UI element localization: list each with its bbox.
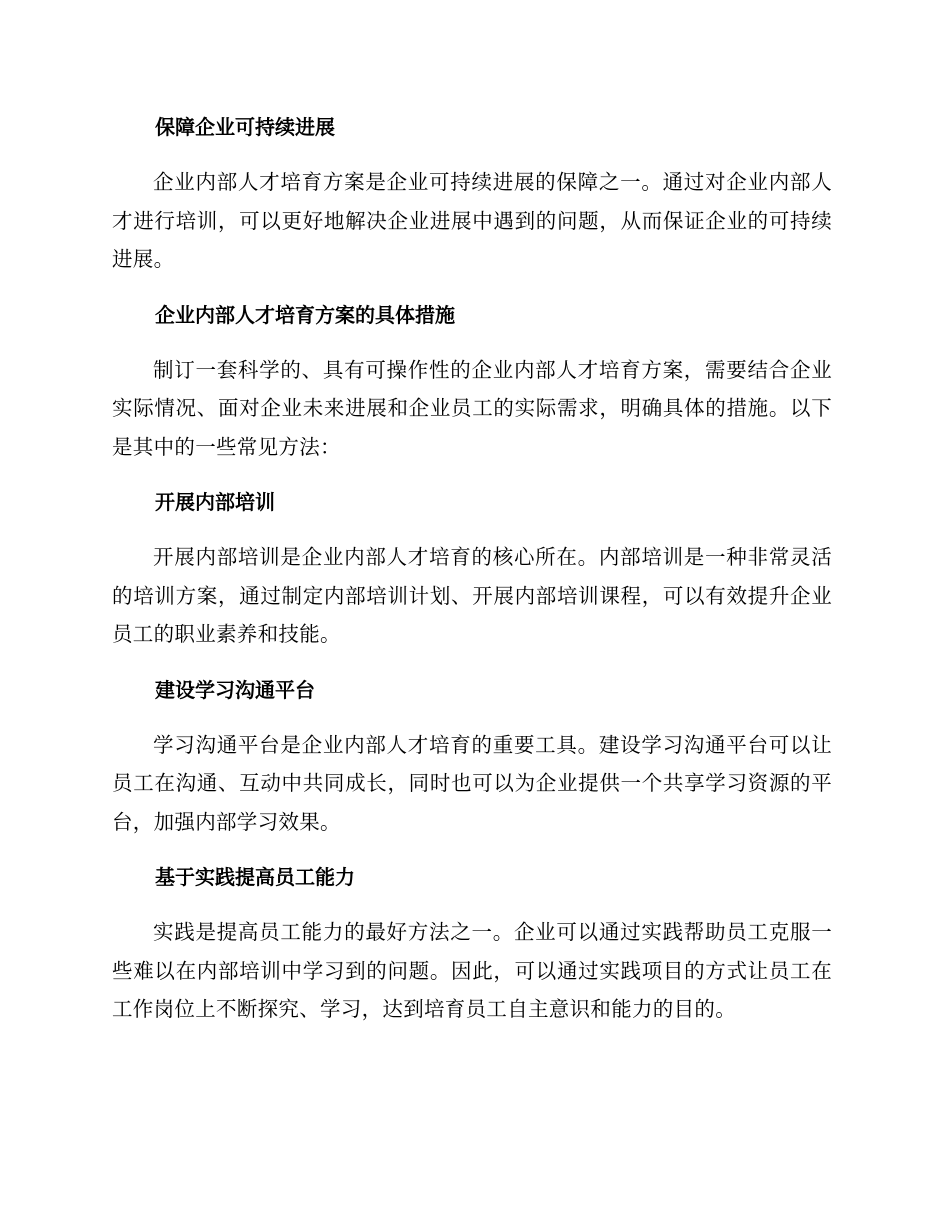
section-paragraph: 学习沟通平台是企业内部人才培育的重要工具。建设学习沟通平台可以让员工在沟通、互动中共同成长，同时也可以为企业提供一个共享学习资源的平台，加强内部学习效果。 bbox=[112, 732, 832, 834]
section-heading: 保障企业可持续进展 bbox=[155, 115, 335, 139]
document-body bbox=[112, 108, 832, 1046]
section-heading: 基于实践提高员工能力 bbox=[155, 865, 355, 889]
section-paragraph: 企业内部人才培育方案是企业可持续进展的保障之一。通过对企业内部人才进行培训，可以更好地解决企业进展中遇到的问题，从而保证企业的可持续进展。 bbox=[112, 170, 832, 271]
section-heading: 企业内部人才培育方案的具体措施 bbox=[155, 302, 455, 327]
section-heading: 开展内部培训 bbox=[155, 490, 275, 514]
section-paragraph: 开展内部培训是企业内部人才培育的核心所在。内部培训是一种非常灵活的培训方案，通过制定内部培训计划、开展内部培训课程，可以有效提升企业员工的职业素养和技能。 bbox=[112, 545, 832, 646]
section-paragraph: 制订一套科学的、具有可操作性的企业内部人才培育方案，需要结合企业实际情况、面对企业未来进展和企业员工的实际需求，明确具体的措施。以下是其中的一些常见方法： bbox=[112, 357, 832, 459]
section-heading: 建设学习沟通平台 bbox=[155, 677, 315, 702]
section-paragraph: 实践是提高员工能力的最好方法之一。企业可以通过实践帮助员工克服一些难以在内部培训中学习到的问题。因此，可以通过实践项目的方式让员工在工作岗位上不断探究、学习，达到培育员工自主意识和能力的目的。 bbox=[112, 920, 832, 1021]
